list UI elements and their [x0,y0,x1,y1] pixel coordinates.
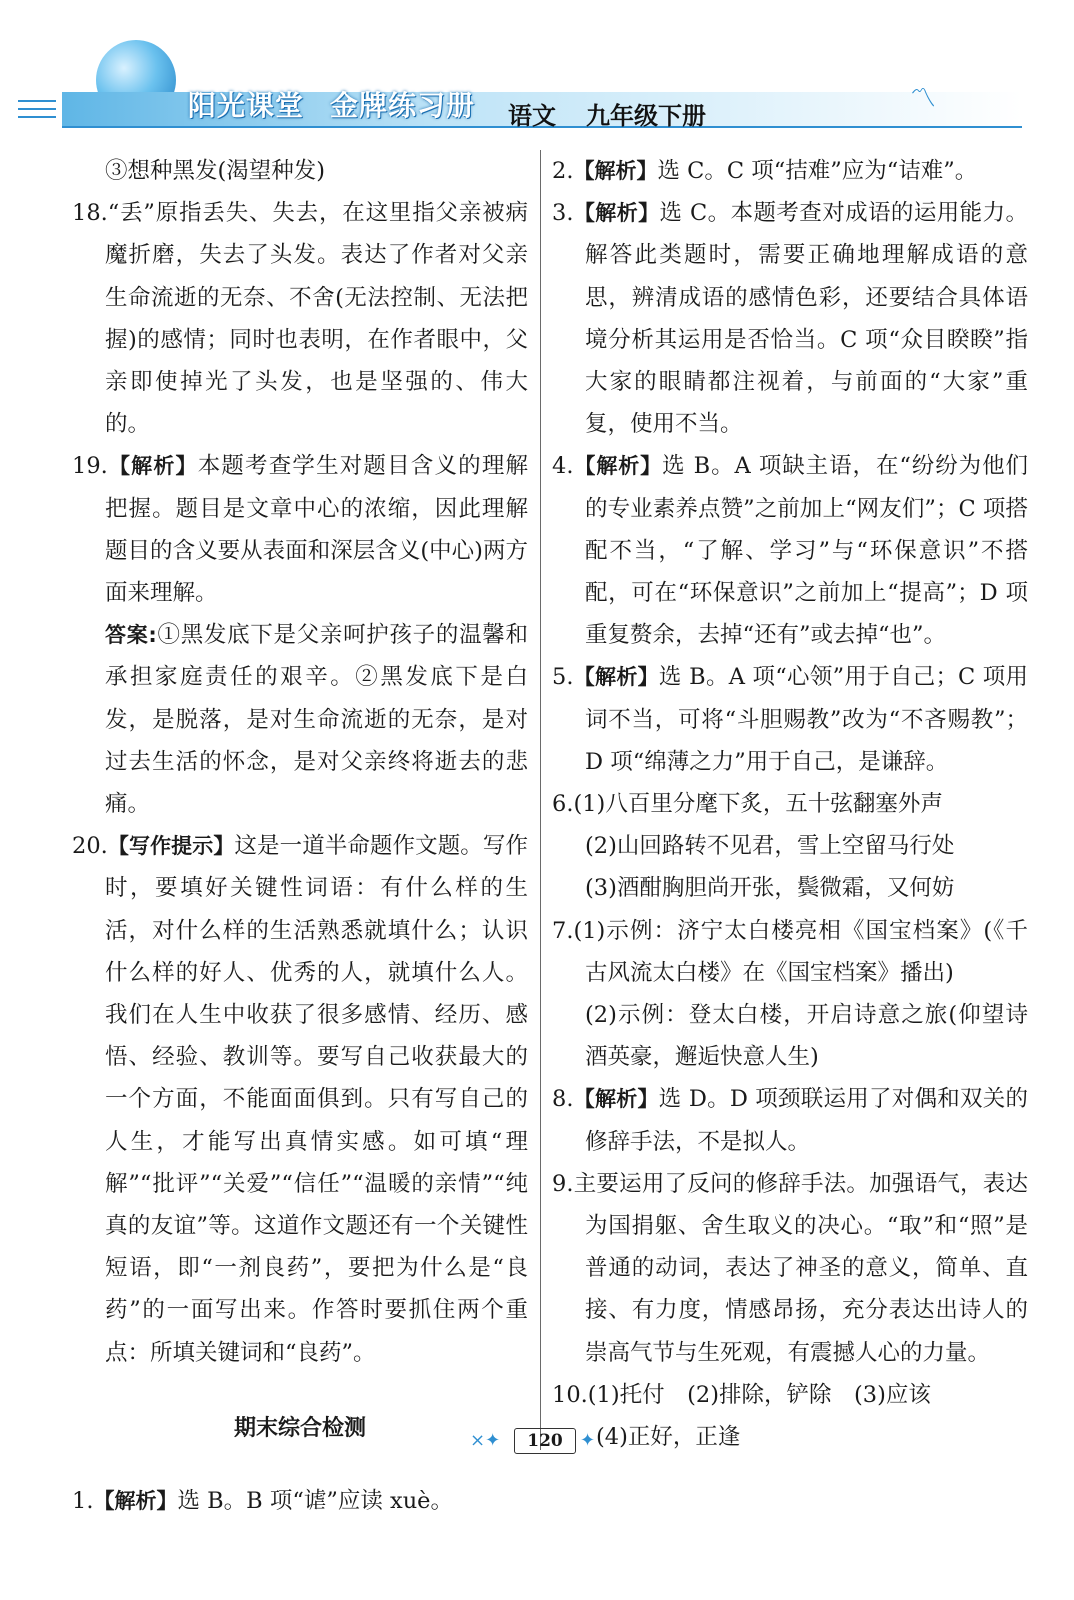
question-number: 5. [552,664,574,691]
birds-icon: 〽︎ [910,84,937,114]
answer-text: 18.“丢”原指丢失、失去，在这里指父亲被病魔折磨，失去了头发。表达了作者对父亲生命流逝的无奈、不舍(无法控制、无法把握)的感情；同时也表明，在作者眼中，父亲即使掉光了头发，也是坚强的、伟大的。 [72,200,528,438]
answer-text: 选 C。本题考查对成语的运用能力。解答此类题时，需要正确地理解成语的意思，辨清成语的感情色彩，还要结合具体语境分析其运用是否恰当。C 项“众目睽睽”指大家的眼睛都注视着，与前面的“大家”重复，使用不当。 [585,200,1028,438]
right-column [552,150,1028,1458]
answer-item [72,150,528,192]
answer-tag: 【解析】 [107,454,198,479]
answer-item [552,867,1028,909]
answer-item [552,783,1028,825]
answer-text: 选 D。D 项颈联运用了对偶和双关的修辞手法，不是拟人。 [585,1086,1029,1155]
answer-text: 选 B。B 项“谑”应读 xuè。 [177,1488,453,1515]
answer-text: 7.(1)示例：济宁太白楼亮相《国宝档案》(《千古风流太白楼》在《国宝档案》播出) [552,917,1028,986]
page-footer [470,1418,620,1458]
question-number: 2. [552,158,574,184]
page-number: 120 [514,1428,576,1454]
subject-grade [508,96,706,131]
answer-tag: 【解析】 [573,1087,659,1112]
header-stripe [18,116,56,118]
answer-text: 选 C。C 项“拮难”应为“诘难”。 [657,158,978,184]
column-divider [540,150,541,1450]
answer-text: 9.主要运用了反问的修辞手法。加强语气，表达为国捐躯、舍生取义的决心。“取”和“照”是普通的动词，表达了神圣的意义，简单、直接、有力度，情感昂扬，充分表达出诗人的崇高气节与生死观，有震撼人心的力量。 [552,1170,1028,1366]
answer-text: 这是一道半命题作文题。写作时，要填好关键性词语：有什么样的生活，对什么样的生活熟悉就填什么；认识什么样的好人、优秀的人，就填什么人。我们在人生中收获了很多感情、经历、感悟、经验、教训等。要写自己收获最大的一个方面，不能面面俱到。只有写自己的人生，才能写出真情实感。如可填“理解”“批评”“关爱”“信任”“温暖的亲情”“纯真的友谊”等。这道作文题还有一个关键性短语，即“一剂良药”，要把为什么是“良药”的一面写出来。作答时要抓住两个重点：所填关键词和“良药”。 [105,833,528,1366]
section-title: 期末综合检测 [233,1415,366,1441]
grade: 九年级下册 [586,102,706,130]
answer-item [72,445,528,614]
subject: 语文 [508,102,556,130]
answer-item [552,825,1028,867]
left-column [72,150,528,1522]
answer-tag: 【解析】 [93,1489,178,1514]
page-header [0,0,1074,150]
answer-text: ③想种黑发(渴望种发) [105,158,326,184]
answer-item [72,614,528,825]
question-number: 1. [72,1488,94,1515]
answer-text: 本题考查学生对题目含义的理解把握。题目是文章中心的浓缩，因此理解题目的含义要从表面和深层含义(中心)两方面来理解。 [105,453,528,607]
answer-item [552,150,1028,192]
answer-item [552,1078,1028,1162]
answer-item [552,192,1028,445]
answer-item [72,825,528,1374]
question-number: 4. [552,453,574,480]
book-title [188,84,475,124]
header-stripe [18,108,56,110]
answer-tag: 【解析】 [573,665,659,690]
answer-tag: 【解析】 [573,201,660,226]
answer-item [552,1374,1028,1416]
answer-text: 选 B。A 项“心领”用于自己；C 项用词不当，可将“斗胆赐教”改为“不吝赐教”；D 项“绵薄之力”用于自己，是谦辞。 [585,664,1029,775]
answer-tag: 答案: [105,623,157,648]
question-number: 19. [72,453,108,480]
answer-text: (4)正好，正逢 [596,1424,741,1451]
answer-item [552,1163,1028,1374]
answer-item [552,1416,1028,1458]
answer-text: (2)山回路转不见君，雪上空留马行处 [585,833,955,860]
header-stripe [18,100,56,102]
answer-item [552,910,1028,994]
answer-text: 选 B。A 项缺主语，在“纷纷为他们的专业素养点赞”之前加上“网友们”；C 项搭配不当，“了解、学习”与“环保意识”不搭配，可在“环保意识”之前加上“提高”；D 项重复赘余，去掉“还有”或去掉“也”。 [585,453,1029,649]
footer-ornament-icon: ×✦ [470,1430,501,1451]
answer-tag: 【写作提示】 [107,834,235,859]
answer-item [72,1480,528,1522]
footer-ornament-icon: ✦ [580,1430,596,1451]
answer-text: (3)酒酣胸胆尚开张，鬓微霜，又何妨 [585,875,955,902]
answer-item [552,445,1028,656]
series-name: 金牌练习册 [330,89,476,122]
question-number: 20. [72,833,108,860]
brand-name: 阳光课堂 [188,89,305,122]
answer-tag: 【解析】 [573,454,663,479]
answer-text: (2)示例：登太白楼，开启诗意之旅(仰望诗酒英豪，邂逅快意人生) [585,1002,1028,1071]
answer-text: ①黑发底下是父亲呵护孩子的温馨和承担家庭责任的艰辛。②黑发底下是白发，是脱落，是对生命流逝的无奈，是对过去生活的怀念，是对父亲终将逝去的悲痛。 [105,622,528,818]
answer-item [72,192,528,445]
answer-tag: 【解析】 [573,159,658,183]
question-number: 8. [552,1086,574,1113]
answer-item [552,994,1028,1078]
answer-text: 6.(1)八百里分麾下炙，五十弦翻塞外声 [552,791,943,818]
question-number: 3. [552,200,574,227]
answer-item [552,656,1028,783]
answer-text: 10.(1)托付 (2)排除，铲除 (3)应该 [552,1381,931,1408]
